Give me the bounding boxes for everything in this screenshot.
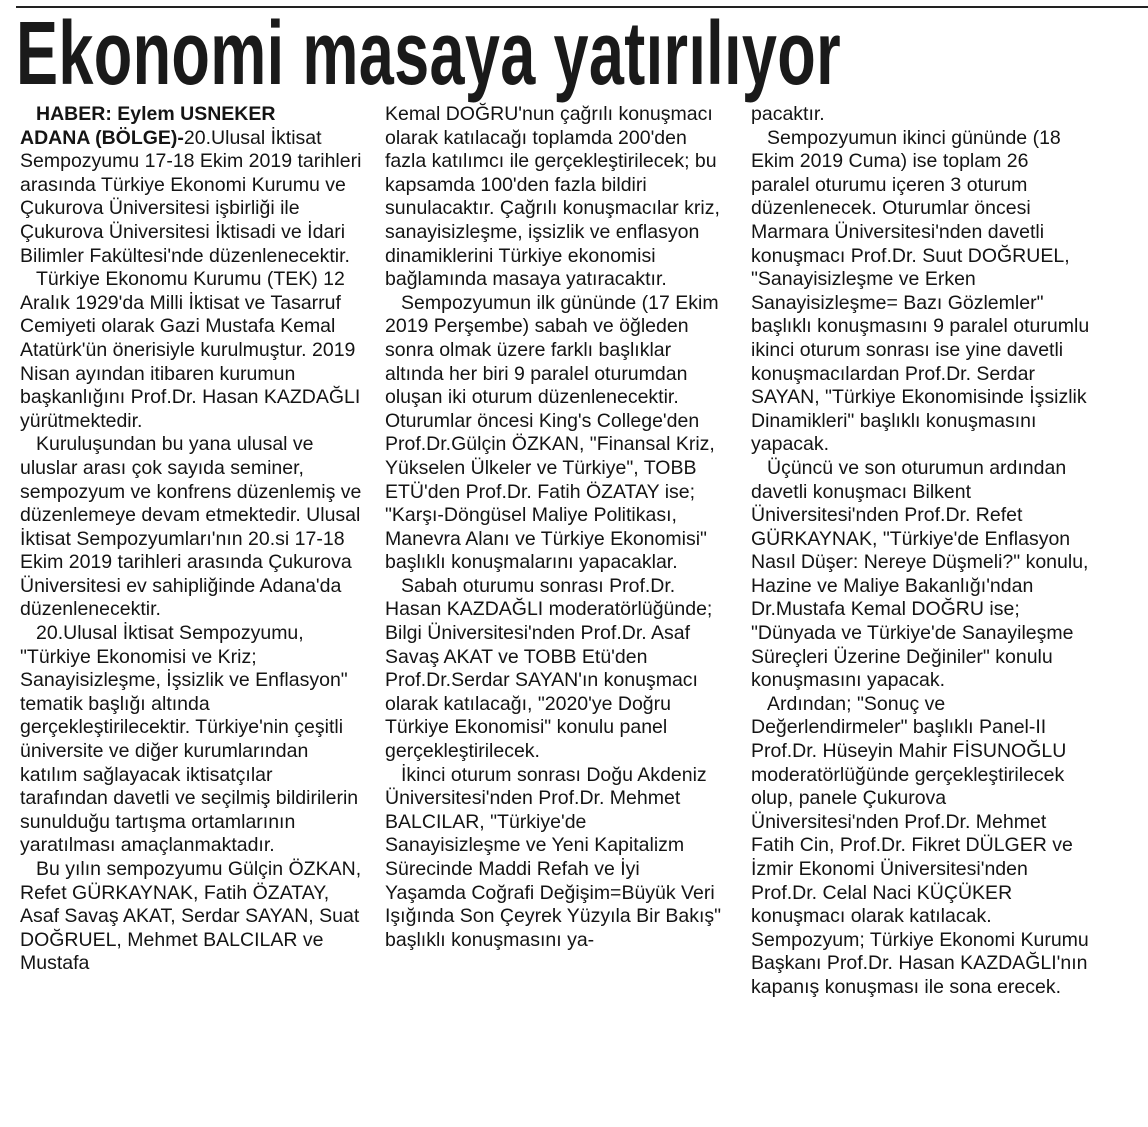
paragraph: Ardından; "Sonuç ve Değerlendirmeler" başlıklı Panel-II Prof.Dr. Hüseyin Mahir FİSUNOĞLU moderatörlüğünde gerçekleştirilecek olup, panele Çukurova Üniversitesi'nden Prof.Dr. Mehmet Fatih Cin, Prof.Dr. Fikret DÜLGER ve İzmir Ekonomi Üniversitesi'nden Prof.Dr. Celal Naci KÜÇÜKER konuşmacı olarak katılacak. Sempozyum; Türkiye Ekonomi Kurumu Başkanı Prof.Dr. Hasan KAZDAĞLI'nın kapanış konuşması ile sona erecek. [751, 692, 1089, 998]
paragraph: Bu yılın sempozyumu Gülçin ÖZKAN, Refet GÜRKAYNAK, Fatih ÖZATAY, Asaf Savaş AKAT, Serdar SAYAN, Suat DOĞRUEL, Mehmet BALCILAR ve Mustafa [20, 858, 362, 975]
paragraph: Sempozyumun ilk gününde (17 Ekim 2019 Perşembe) sabah ve öğleden sonra olmak üzere farklı başlıklar altında her biri 9 paralel oturumdan oluşan iki oturum düzenlenecektir. Oturumlar öncesi King's College'den Prof.Dr.Gülçin ÖZKAN, "Finansal Kriz, Yükselen Ülkeler ve Türkiye", TOBB ETÜ'den Prof.Dr. Fatih ÖZATAY ise; "Karşı-Döngüsel Maliye Politikası, Manevra Alanı ve Türkiye Ekonomisi" başlıklı konuşmalarını yapacaklar. [385, 291, 719, 574]
lead-text: 20.Ulusal İktisat Sempozyumu 17-18 Ekim 2019 tarihleri arasında Türkiye Ekonomi Kurumu ve Çukurova Üniversitesi işbirliği ile Çukurova Üniversitesi İktisadi ve İdari Bilimler Fakültesi'nde düzenlenecektir. [20, 126, 362, 267]
paragraph: Sempozyumun ikinci gününde (18 Ekim 2019 Cuma) ise toplam 26 paralel oturumu içeren 3 oturum düzenlenecek. Oturumlar öncesi Marmara Üniversitesi'nden davetli konuşmacı Prof.Dr. Suut DOĞRUEL, "Sanayisizleşme ve Erken Sanayisizleşme= Bazı Gözlemler" başlıklı konuşmasını 9 paralel oturumlu ikinci oturum sonrası ise yine davetli konuşmacılardan Prof.Dr. Serdar SAYAN, "Türkiye Ekonomisinde İşsizlik Dinamikleri" başlıklı konuşmasını yapacak. [751, 126, 1090, 456]
article-column-1 [20, 103, 362, 976]
paragraph: Üçüncü ve son oturumun ardından davetli konuşmacı Bilkent Üniversitesi'nden Prof.Dr. Refet GÜRKAYNAK, "Türkiye'de Enflasyon Nasıl Düşer: Nereye Düşmeli?" konulu, Hazine ve Maliye Bakanlığı'ndan Dr.Mustafa Kemal DOĞRU ise; "Dünyada ve Türkiye'de Sanayileşme Süreçleri Üzerine Değiniler" konulu konuşmasını yapacak. [751, 456, 1089, 692]
paragraph: Türkiye Ekonomu Kurumu (TEK) 12 Aralık 1929'da Milli İktisat ve Tasarruf Cemiyeti olarak Gazi Mustafa Kemal Atatürk'ün önerisiyle kurulmuştur. 2019 Nisan ayından itibaren kurumun başkanlığını Prof.Dr. Hasan KAZDAĞLI yürütmektedir. [20, 268, 361, 432]
paragraph-continued: Kemal DOĞRU'nun çağrılı konuşmacı olarak katılacağı toplamda 200'den fazla katılımcı ile gerçekleştirilecek; bu kapsamda 100'den fazla bildiri sunulacaktır. Çağrılı konuşmacılar kriz, sanayisizleşme, işsizlik ve enflasyon dinamiklerini Türkiye ekonomisi bağlamında masaya yatıracaktır. [385, 103, 720, 291]
paragraph: İkinci oturum sonrası Doğu Akdeniz Üniversitesi'nden Prof.Dr. Mehmet BALCILAR, "Türkiye'de Sanayisizleşme ve Yeni Kapitalizm Sürecinde Maddi Refah ve İyi Yaşamda Coğrafi Değişim=Büyük Veri Işığında Son Çeyrek Yüzyıla Bir Bakış" başlıklı konuşmasını ya- [385, 763, 722, 951]
paragraph: 20.Ulusal İktisat Sempozyumu, "Türkiye Ekonomisi ve Kriz; Sanayisizleşme, İşsizlik ve Enflasyon" tematik başlığı altında gerçekleştirilecektir. Türkiye'nin çeşitli üniversite ve diğer kurumlarından katılım sağlayacak iktisatçılar tarafından davetli ve seçilmiş bildirilerin sunulduğu tartışma ortamlarının yaratılması amaçlanmaktadır. [20, 622, 359, 857]
paragraph: Sabah oturumu sonrası Prof.Dr. Hasan KAZDAĞLI moderatörlüğünde; Bilgi Üniversitesi'nden Prof.Dr. Asaf Savaş AKAT ve TOBB Etü'den Prof.Dr.Serdar SAYAN'ın konuşmacı olarak katılacağı, "2020'ye Doğru Türkiye Ekonomisi" konulu panel gerçekleştirilecek. [385, 574, 713, 763]
dateline: ADANA (BÖLGE)- [20, 126, 184, 149]
paragraph: Kuruluşundan bu yana ulusal ve uluslar arası çok sayıda seminer, sempozyum ve konfrens düzenlemiş ve düzenlemeye devam etmektedir. Ulusal İktisat Sempozyumları'nın 20.si 17-18 Ekim 2019 tarihleri arasında Çukurova Üniversitesi ev sahipliğinde Adana'da düzenlenecektir. [20, 433, 362, 621]
article-column-3 [751, 103, 1091, 1000]
paragraph-continued: pacaktır. [751, 103, 825, 125]
headline: Ekonomi masaya yatırılıyor [16, 4, 841, 104]
byline-paragraph [20, 103, 362, 127]
byline: HABER: Eylem USNEKER [36, 103, 276, 125]
article-column-2 [385, 103, 723, 952]
lead-paragraph [20, 127, 362, 269]
